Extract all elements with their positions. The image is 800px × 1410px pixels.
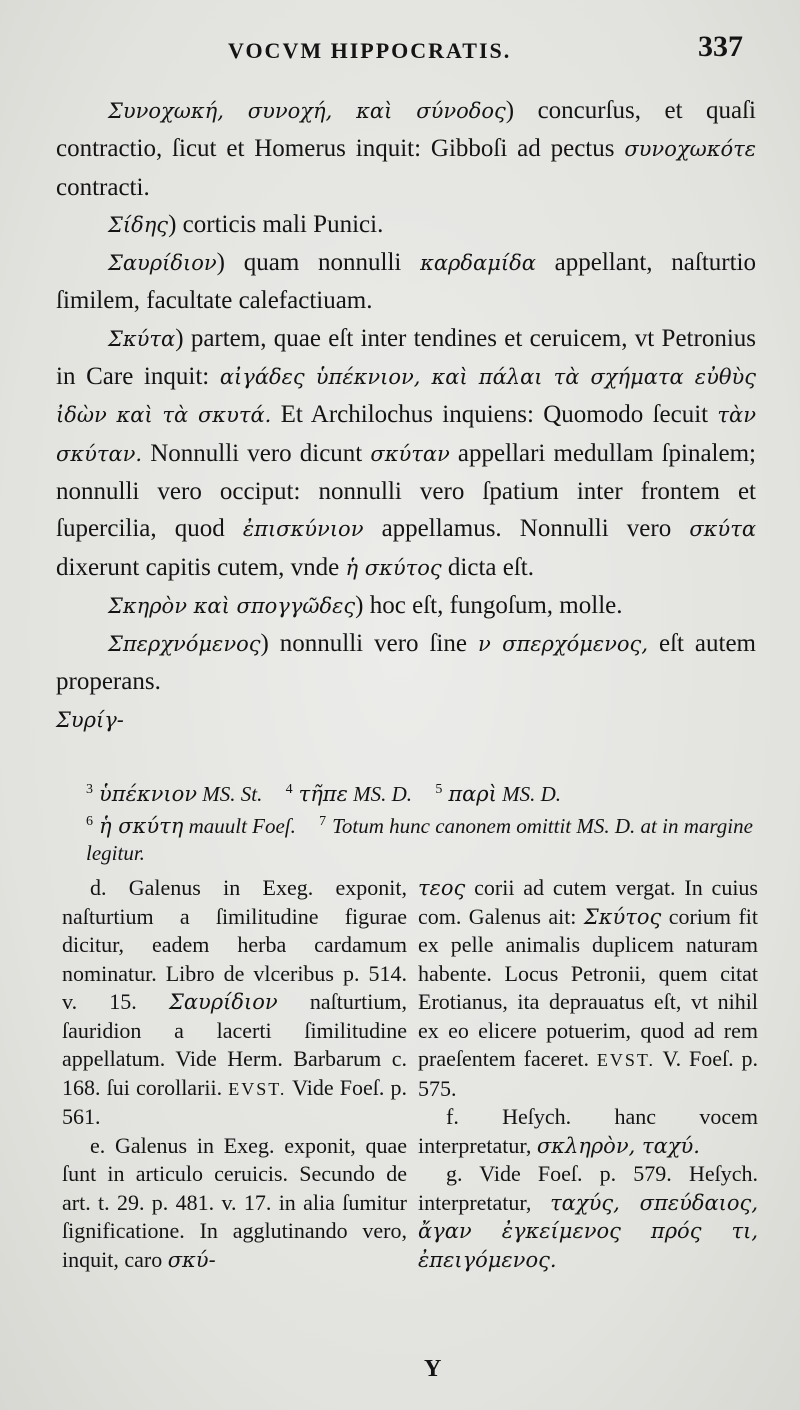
footnote-number: 5 bbox=[435, 782, 443, 797]
footnote-greek: ὑπέκνιον bbox=[99, 782, 198, 806]
page-header bbox=[0, 30, 800, 80]
latin-text: ) quam nonnulli bbox=[216, 249, 421, 277]
main-text bbox=[56, 92, 756, 739]
note-text: d. Galenus in Exeg. exponit, naſturtium a ſimilitudine figurae dicitur, eadem herba cardamum nominatur. Libro de vlceribus p. 514. v. 15. bbox=[62, 875, 407, 1014]
latin-text: ) hoc eſt, fungoſum, molle. bbox=[355, 591, 623, 619]
footnote-number: 7 bbox=[319, 814, 327, 829]
greek-word: σκύ- bbox=[167, 1247, 216, 1272]
latin-text: ) nonnulli vero ſine bbox=[260, 630, 478, 658]
greek-word: ἡ σκύτος bbox=[345, 555, 442, 580]
latin-text: appellamus. Nonnulli vero bbox=[363, 515, 690, 543]
latin-text: appellari medullam ſpinalem; nonnulli vero occiput: nonnulli vero ſpatium inter frontem et ſupercilia, quod bbox=[56, 439, 756, 543]
greek-lemma: Σίδης bbox=[108, 212, 169, 237]
latin-text: dixerunt capitis cutem, vnde bbox=[56, 553, 346, 581]
greek-word: Σκύτος bbox=[583, 904, 662, 929]
note-text: g. Vide Foeſ. p. 579. Heſych. interpretatur, bbox=[418, 1161, 758, 1215]
entry-sides bbox=[56, 206, 756, 244]
entry-skyta bbox=[56, 320, 756, 587]
commentary-left-column bbox=[62, 874, 407, 1274]
page-number: 337 bbox=[698, 30, 743, 63]
greek-word: καρδαμίδα bbox=[420, 251, 536, 276]
footnotes bbox=[86, 776, 754, 867]
greek-lemma: Σπερχνόμενος bbox=[108, 632, 261, 657]
note-text: e. Galenus in Exeg. exponit, quae ſunt in articulo ceruicis. Secundo de art. t. 29. p. 481. v. 17. in alia ſumitur ſignificatione. In agglutinando vero, inquit, caro bbox=[62, 1132, 407, 1272]
greek-quote: αἰγάδες ὑπέκνιον, καὶ πάλαι τὰ σχήματα εὐθὺς ἰδὼν καὶ τὰ σκυτά. bbox=[56, 365, 757, 428]
commentary-note-e-continued bbox=[418, 874, 758, 1103]
greek-lemma: Σκύτα bbox=[108, 326, 176, 351]
latin-text: Nonnulli vero dicunt bbox=[142, 439, 371, 467]
running-title: VOCVM HIPPOCRATIS. bbox=[228, 38, 512, 63]
latin-text: eſt autem properans. bbox=[56, 630, 757, 696]
footnote-line bbox=[86, 776, 754, 808]
note-text: f. Heſych. hanc vocem interpretatur, bbox=[418, 1104, 758, 1158]
eust-abbrev: EVST. bbox=[228, 1078, 287, 1099]
greek-word: ν σπερχόμενος, bbox=[477, 632, 648, 657]
greek-lemma: Συνοχωκή, συνοχή, καὶ σύνοδος bbox=[108, 99, 506, 123]
latin-text: ) corticis mali Punici. bbox=[168, 210, 384, 238]
greek-word: Σαυρίδιον bbox=[168, 990, 278, 1014]
catchword bbox=[56, 701, 756, 739]
footnote-text: Totum hunc canonem omittit MS. D. at in margine legitur. bbox=[86, 814, 753, 865]
greek-word: ἐπισκύνιον bbox=[242, 517, 364, 542]
commentary-note-f bbox=[418, 1103, 758, 1160]
footnote-number: 6 bbox=[86, 814, 93, 829]
greek-word: τεος bbox=[418, 876, 466, 900]
note-text: V. Foeſ. p. 575. bbox=[418, 1046, 758, 1101]
greek-word: ταχύς, σπεύδαιος, ἄγαν ἐγκείμενος πρός τι, ἐπειγόμενος. bbox=[418, 1190, 758, 1272]
footnote-text: MS. D. bbox=[496, 782, 562, 806]
note-text: corium fit ex pelle animalis duplicem naturam habente. Locus Petronii, quem citat Erotianus, ita deprauatus eſt, vt nihil ex eo elicere potuerim, quod ad rem praeſentem faceret. bbox=[418, 903, 758, 1071]
entry-sauridion bbox=[56, 244, 756, 320]
footnote-text: MS. St. bbox=[197, 782, 263, 806]
note-text: naſturtium, ſauridion a lacerti ſimilitudine appellatum. Vide Herm. Barbarum c. 168. ſui corollarii. bbox=[62, 989, 407, 1100]
latin-text: dicta eſt. bbox=[441, 553, 534, 581]
commentary-note-e bbox=[62, 1132, 407, 1275]
footnote-greek: παρὶ bbox=[448, 782, 497, 806]
greek-word: σκύταν bbox=[370, 441, 450, 466]
latin-text: ) concurſus, et quaſi contractio, ſicut et Homerus inquit: Gibboſi ad pectus bbox=[56, 97, 756, 163]
latin-text: Et Archilochus inquiens: Quomodo ſecuit bbox=[271, 401, 718, 429]
greek-lemma: Σαυρίδιον bbox=[108, 251, 217, 276]
signature-mark: Y bbox=[424, 1356, 442, 1382]
footnote-number: 4 bbox=[285, 782, 293, 797]
footnote-number: 3 bbox=[86, 782, 93, 797]
footnote-greek: ἡ σκύτη bbox=[99, 814, 184, 838]
note-text: corii ad cutem vergat. In cuius com. Galenus ait: bbox=[418, 875, 758, 929]
latin-text: appellant, naſturtio ſimilem, facultate calefactiuam. bbox=[56, 249, 756, 315]
greek-word: τὰν σκύταν. bbox=[56, 403, 756, 466]
entry-synochoke bbox=[56, 92, 756, 206]
note-text: Vide Foeſ. p. 561. bbox=[62, 1074, 407, 1129]
commentary-right-column bbox=[418, 874, 758, 1274]
catchword-text: Συρίγ- bbox=[56, 707, 124, 732]
entry-skeron bbox=[56, 587, 756, 625]
eust-abbrev: EVST. bbox=[596, 1050, 656, 1070]
entry-sperchnomenos bbox=[56, 625, 756, 701]
greek-word: σκύτα bbox=[689, 517, 756, 542]
commentary-note-g bbox=[418, 1160, 758, 1274]
greek-word: συνοχωκότε bbox=[624, 137, 756, 162]
greek-lemma: Σκηρὸν καὶ σπογγῶδες bbox=[108, 593, 356, 618]
greek-word: σκληρὸν, ταχύ. bbox=[536, 1133, 700, 1158]
footnote-text: MS. D. bbox=[347, 782, 413, 806]
commentary-note-d bbox=[62, 874, 407, 1132]
latin-text: ) partem, quae eſt inter tendines et ceruicem, vt Petronius in Care inquit: bbox=[56, 324, 756, 391]
footnote-text: mauult Foeſ. bbox=[183, 814, 296, 838]
footnote-line bbox=[86, 808, 754, 867]
footnote-greek: τῆπε bbox=[298, 782, 348, 806]
latin-text: contracti. bbox=[56, 173, 150, 201]
